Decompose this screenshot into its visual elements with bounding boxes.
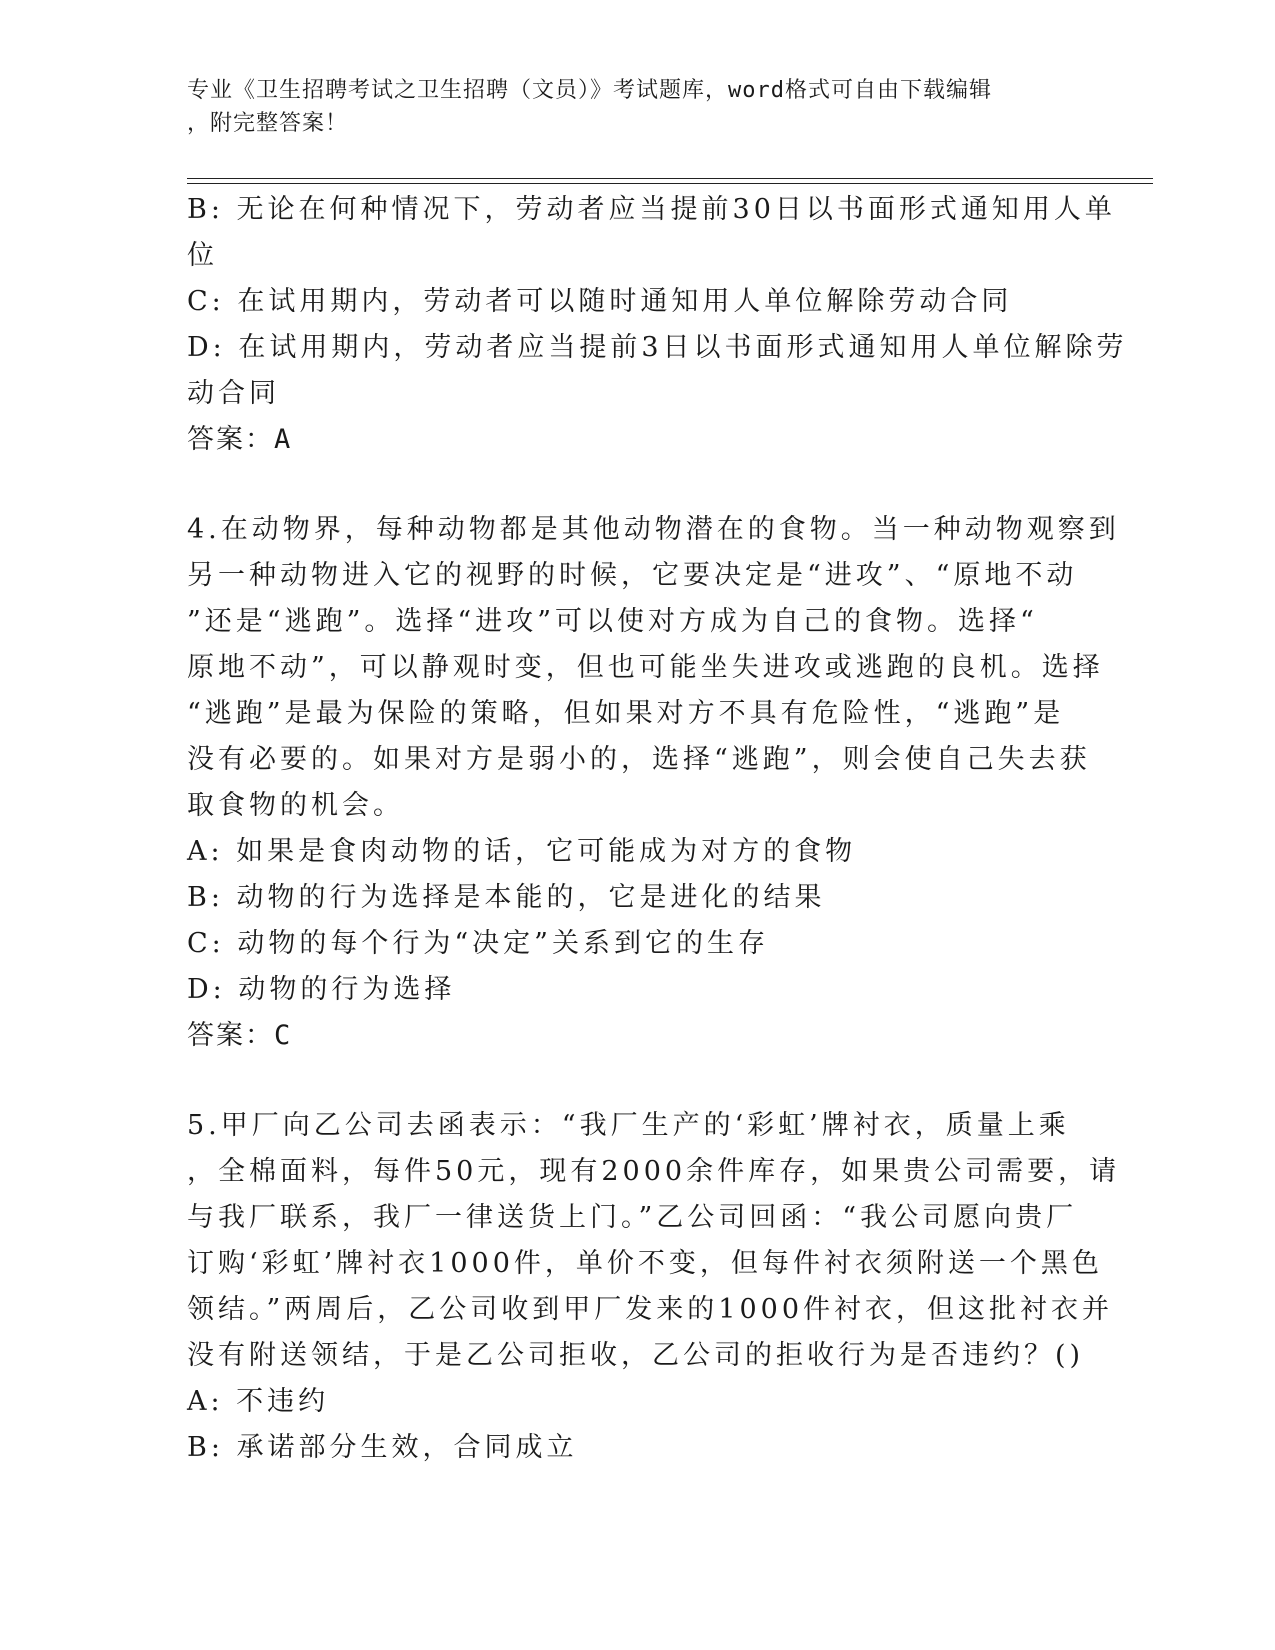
q4-answer	[187, 1013, 1067, 1059]
q4-option-d: D: 动物的行为选择	[187, 974, 456, 1005]
q3-answer	[187, 417, 1067, 463]
page-header	[187, 74, 1067, 140]
q3-option-b-line-1: B: 无论在何种情况下，劳动者应当提前30日以书面形式通知用人单	[187, 194, 1116, 225]
q4-stem-line: 4.在动物界，每种动物都是其他动物潜在的食物。当一种动物观察到	[187, 514, 1120, 545]
q5-option-b: B: 承诺部分生效，合同成立	[187, 1432, 578, 1463]
spacer	[187, 1059, 1067, 1103]
q4-stem-line: “逃跑”是最为保险的策略，但如果对方不具有危险性，“逃跑”是	[187, 698, 1065, 729]
q3-option-b-line-2: 位	[187, 240, 218, 271]
q5-stem-line: 没有附送领结，于是乙公司拒收，乙公司的拒收行为是否违约？()	[187, 1340, 1085, 1371]
q4-stem-line: 没有必要的。如果对方是弱小的，选择“逃跑”，则会使自己失去获	[187, 744, 1091, 775]
q4-stem-line: ”还是“逃跑”。选择“进攻”可以使对方成为自己的食物。选择“	[187, 606, 1038, 637]
q4-answer-label: 答案：	[187, 1020, 274, 1051]
q4-stem-line: 另一种动物进入它的视野的时候，它要决定是“进攻”、“原地不动	[187, 560, 1078, 591]
question-3-tail	[187, 187, 1128, 463]
q4-option-a: A: 如果是食肉动物的话，它可能成为对方的食物	[187, 836, 857, 867]
q5-stem-line: 与我厂联系，我厂一律送货上门。”乙公司回函：“我公司愿向贵厂	[187, 1202, 1078, 1233]
q3-answer-value: A	[274, 424, 293, 455]
question-5	[187, 1103, 1121, 1471]
q5-option-a: A: 不违约	[187, 1386, 330, 1417]
q4-option-b: B: 动物的行为选择是本能的，它是进化的结果	[187, 882, 826, 913]
header-rule-top	[187, 178, 1153, 179]
spacer	[187, 463, 1067, 507]
q4-option-c: C: 动物的每个行为“决定”关系到它的生存	[187, 928, 769, 959]
q5-stem-line: ，全棉面料，每件50元，现有2000余件库存，如果贵公司需要，请	[187, 1156, 1121, 1187]
q4-stem-line: 原地不动”，可以静观时变，但也可能坐失进攻或逃跑的良机。选择	[187, 652, 1104, 683]
header-rule-bottom	[187, 183, 1153, 184]
q4-answer-value: C	[274, 1020, 293, 1051]
q3-option-d-line-1: D: 在试用期内，劳动者应当提前3日以书面形式通知用人单位解除劳	[187, 332, 1128, 363]
q5-stem-line: 订购‘彩虹’牌衬衣1000件，单价不变，但每件衬衣须附送一个黑色	[187, 1248, 1103, 1279]
q3-answer-label: 答案：	[187, 424, 274, 455]
q3-option-c: C: 在试用期内，劳动者可以随时通知用人单位解除劳动合同	[187, 286, 1013, 317]
q5-stem-line: 5.甲厂向乙公司去函表示：“我厂生产的‘彩虹’牌衬衣，质量上乘	[187, 1110, 1070, 1141]
q5-stem-line: 领结。”两周后，乙公司收到甲厂发来的1000件衬衣，但这批衬衣并	[187, 1294, 1114, 1325]
header-line-2: ，附完整答案！	[187, 111, 349, 136]
question-4	[187, 507, 1120, 1059]
q3-option-d-line-2: 动合同	[187, 378, 280, 409]
document-body	[187, 187, 1128, 1471]
q4-stem-line: 取食物的机会。	[187, 790, 404, 821]
header-line-1: 专业《卫生招聘考试之卫生招聘（文员）》考试题库，word格式可自由下载编辑	[187, 78, 992, 103]
